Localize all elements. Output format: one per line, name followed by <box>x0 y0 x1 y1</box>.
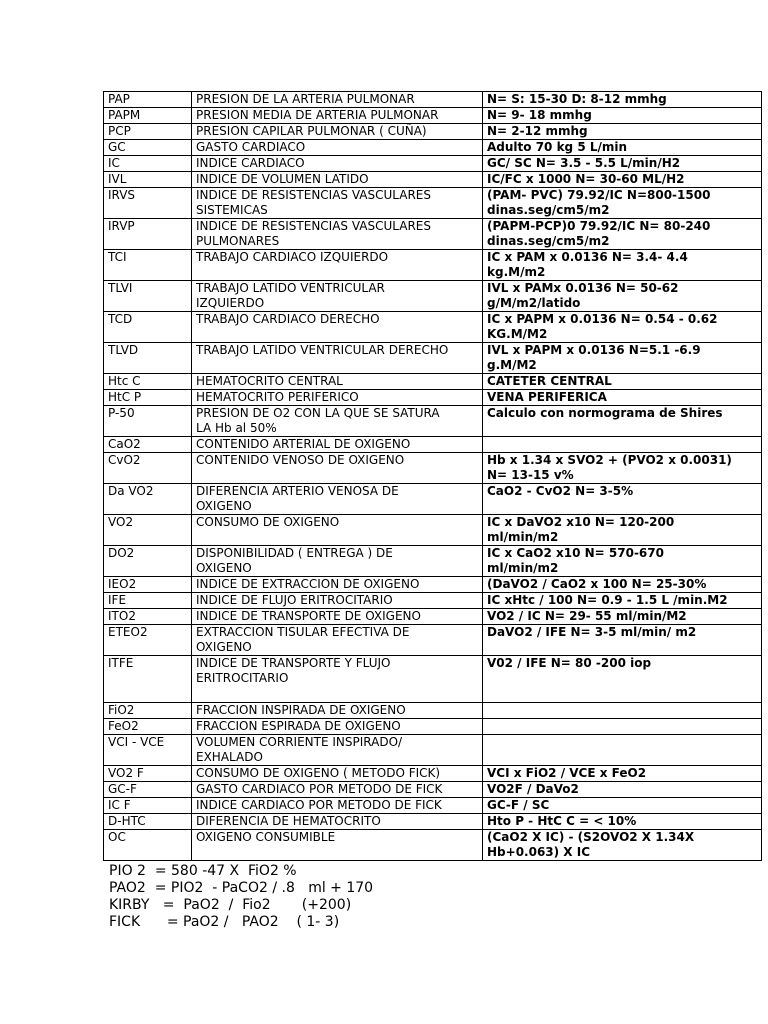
formula-cell: (DaVO2 / CaO2 x 100 N= 25-30% <box>483 577 762 593</box>
formula-cell: IVL x PAPM x 0.0136 N=5.1 -6.9 g.M/M2 <box>483 343 762 374</box>
table-row <box>104 782 762 798</box>
description-cell: DIFERENCIA DE HEMATOCRITO <box>192 814 483 830</box>
formula-cell: IC/FC x 1000 N= 30-60 ML/H2 <box>483 172 762 188</box>
abbreviation-cell: TCD <box>104 312 192 343</box>
table-row <box>104 593 762 609</box>
formula-cell: CaO2 - CvO2 N= 3-5% <box>483 484 762 515</box>
abbreviation-cell: ITO2 <box>104 609 192 625</box>
formula-cell: (PAPM-PCP)0 79.92/IC N= 80-240 dinas.seg/cm5/m2 <box>483 219 762 250</box>
table-row <box>104 406 762 437</box>
description-cell: INDICE DE TRANSPORTE DE OXIGENO <box>192 609 483 625</box>
table-row <box>104 453 762 484</box>
formula-cell: GC-F / SC <box>483 798 762 814</box>
description-cell: FRACCION ESPIRADA DE OXIGENO <box>192 719 483 735</box>
abbreviation-cell: IRVP <box>104 219 192 250</box>
abbreviation-cell: GC <box>104 140 192 156</box>
abbreviation-cell: PCP <box>104 124 192 140</box>
description-cell: GASTO CARDIACO POR METODO DE FICK <box>192 782 483 798</box>
formula-line: PAO2 = PIO2 - PaCO2 / .8 ml + 170 <box>109 880 374 896</box>
description-cell: TRABAJO CARDIACO IZQUIERDO <box>192 250 483 281</box>
description-cell: CONSUMO DE OXIGENO ( METODO FICK) <box>192 766 483 782</box>
description-cell: TRABAJO CARDIACO DERECHO <box>192 312 483 343</box>
abbreviation-cell: DO2 <box>104 546 192 577</box>
table-row <box>104 484 762 515</box>
table-row <box>104 188 762 219</box>
abbreviation-cell: ETEO2 <box>104 625 192 656</box>
description-cell: VOLUMEN CORRIENTE INSPIRADO/ EXHALADO <box>192 735 483 766</box>
description-cell: OXIGENO CONSUMIBLE <box>192 830 483 861</box>
abbreviation-cell: VCI - VCE <box>104 735 192 766</box>
table-row <box>104 281 762 312</box>
table-row <box>104 625 762 656</box>
formula-cell: N= 9- 18 mmhg <box>483 108 762 124</box>
description-cell: FRACCION INSPIRADA DE OXIGENO <box>192 703 483 719</box>
formula-cell: VO2 / IC N= 29- 55 ml/min/M2 <box>483 609 762 625</box>
formula-cell: Calculo con normograma de Shires <box>483 406 762 437</box>
description-cell: INDICE DE RESISTENCIAS VASCULARES SISTEMICAS <box>192 188 483 219</box>
abbreviation-cell: PAPM <box>104 108 192 124</box>
description-cell: EXTRACCION TISULAR EFECTIVA DE OXIGENO <box>192 625 483 656</box>
table-row <box>104 609 762 625</box>
table-row <box>104 219 762 250</box>
abbreviation-cell: CaO2 <box>104 437 192 453</box>
description-cell: INDICE CARDIACO <box>192 156 483 172</box>
abbreviation-cell: IFE <box>104 593 192 609</box>
table-row <box>104 546 762 577</box>
abbreviation-cell: CvO2 <box>104 453 192 484</box>
formula-cell: VENA PERIFERICA <box>483 390 762 406</box>
formula-cell <box>483 719 762 735</box>
formula-cell <box>483 735 762 766</box>
abbreviation-cell: FeO2 <box>104 719 192 735</box>
abbreviation-cell: GC-F <box>104 782 192 798</box>
abbreviation-cell: TCI <box>104 250 192 281</box>
abbreviation-cell: IVL <box>104 172 192 188</box>
table-body <box>104 92 762 861</box>
table-row <box>104 172 762 188</box>
formula-cell: DaVO2 / IFE N= 3-5 ml/min/ m2 <box>483 625 762 656</box>
formula-cell: VCI x FiO2 / VCE x FeO2 <box>483 766 762 782</box>
abbreviation-cell: ITFE <box>104 656 192 703</box>
description-cell: CONTENIDO ARTERIAL DE OXIGENO <box>192 437 483 453</box>
table-row <box>104 814 762 830</box>
abbreviation-cell: PAP <box>104 92 192 108</box>
table-row <box>104 92 762 108</box>
abbreviation-cell: IC <box>104 156 192 172</box>
formula-cell <box>483 703 762 719</box>
formula-line: KIRBY = PaO2 / Fio2 (+200) <box>109 897 352 913</box>
table-row <box>104 108 762 124</box>
table-row <box>104 437 762 453</box>
abbreviation-cell: VO2 F <box>104 766 192 782</box>
table-row <box>104 766 762 782</box>
abbreviation-cell: TLVD <box>104 343 192 374</box>
table-row <box>104 124 762 140</box>
description-cell: PRESION MEDIA DE ARTERIA PULMONAR <box>192 108 483 124</box>
table-row <box>104 830 762 861</box>
description-cell: INDICE DE EXTRACCION DE OXIGENO <box>192 577 483 593</box>
table-row <box>104 140 762 156</box>
description-cell: HEMATOCRITO PERIFERICO <box>192 390 483 406</box>
description-cell: PRESION CAPILAR PULMONAR ( CUÑA) <box>192 124 483 140</box>
abbreviation-cell: Da VO2 <box>104 484 192 515</box>
table-row <box>104 577 762 593</box>
abbreviation-cell: Htc C <box>104 374 192 390</box>
formula-cell: IC x CaO2 x10 N= 570-670 ml/min/m2 <box>483 546 762 577</box>
formula-cell: IC xHtc / 100 N= 0.9 - 1.5 L /min.M2 <box>483 593 762 609</box>
formula-cell: IC x PAPM x 0.0136 N= 0.54 - 0.62 KG.M/M2 <box>483 312 762 343</box>
formula-cell: (PAM- PVC) 79.92/IC N=800-1500 dinas.seg/cm5/m2 <box>483 188 762 219</box>
description-cell: INDICE DE VOLUMEN LATIDO <box>192 172 483 188</box>
formula-cell <box>483 437 762 453</box>
table-row <box>104 156 762 172</box>
abbreviation-cell: D-HTC <box>104 814 192 830</box>
abbreviation-cell: TLVI <box>104 281 192 312</box>
formula-cell: IVL x PAMx 0.0136 N= 50-62 g/M/m2/latido <box>483 281 762 312</box>
description-cell: INDICE DE FLUJO ERITROCITARIO <box>192 593 483 609</box>
formula-cell: V02 / IFE N= 80 -200 iop <box>483 656 762 703</box>
formula-cell: Adulto 70 kg 5 L/min <box>483 140 762 156</box>
formula-cell: IC x DaVO2 x10 N= 120-200 ml/min/m2 <box>483 515 762 546</box>
description-cell: PRESION DE LA ARTERIA PULMONAR <box>192 92 483 108</box>
table-row <box>104 515 762 546</box>
formula-line: PIO 2 = 580 -47 X FiO2 % <box>109 863 297 879</box>
abbreviation-cell: VO2 <box>104 515 192 546</box>
description-cell: CONSUMO DE OXIGENO <box>192 515 483 546</box>
abbreviation-cell: FiO2 <box>104 703 192 719</box>
formula-cell: N= S: 15-30 D: 8-12 mmhg <box>483 92 762 108</box>
description-cell: DIFERENCIA ARTERIO VENOSA DE OXIGENO <box>192 484 483 515</box>
table-row <box>104 374 762 390</box>
description-cell: HEMATOCRITO CENTRAL <box>192 374 483 390</box>
formula-cell: IC x PAM x 0.0136 N= 3.4- 4.4 kg.M/m2 <box>483 250 762 281</box>
abbreviation-cell: IRVS <box>104 188 192 219</box>
table-row <box>104 798 762 814</box>
description-cell: TRABAJO LATIDO VENTRICULAR IZQUIERDO <box>192 281 483 312</box>
description-cell: DISPONIBILIDAD ( ENTREGA ) DE OXIGENO <box>192 546 483 577</box>
table-row <box>104 312 762 343</box>
description-cell: INDICE DE TRANSPORTE Y FLUJO ERITROCITARIO <box>192 656 483 703</box>
abbreviation-cell: IEO2 <box>104 577 192 593</box>
formula-cell: N= 2-12 mmhg <box>483 124 762 140</box>
table-row <box>104 656 762 703</box>
formula-cell: Hb x 1.34 x SVO2 + (PVO2 x 0.0031) N= 13-15 v% <box>483 453 762 484</box>
table-row <box>104 250 762 281</box>
description-cell: PRESION DE O2 CON LA QUE SE SATURA LA Hb al 50% <box>192 406 483 437</box>
formula-cell: GC/ SC N= 3.5 - 5.5 L/min/H2 <box>483 156 762 172</box>
table-row <box>104 719 762 735</box>
abbreviation-cell: HtC P <box>104 390 192 406</box>
abbreviation-cell: P-50 <box>104 406 192 437</box>
description-cell: INDICE DE RESISTENCIAS VASCULARES PULMONARES <box>192 219 483 250</box>
formula-cell: Hto P - HtC C = < 10% <box>483 814 762 830</box>
abbreviation-cell: IC F <box>104 798 192 814</box>
formula-cell: (CaO2 X IC) - (S2OVO2 X 1.34X Hb+0.063) X IC <box>483 830 762 861</box>
table-row <box>104 390 762 406</box>
description-cell: TRABAJO LATIDO VENTRICULAR DERECHO <box>192 343 483 374</box>
formula-line: FICK = PaO2 / PAO2 ( 1- 3) <box>109 914 340 930</box>
formula-cell: VO2F / DaVo2 <box>483 782 762 798</box>
formula-block <box>109 863 373 931</box>
hemodynamic-table <box>103 91 762 861</box>
description-cell: GASTO CARDIACO <box>192 140 483 156</box>
abbreviation-cell: OC <box>104 830 192 861</box>
formula-cell: CATETER CENTRAL <box>483 374 762 390</box>
table-row <box>104 703 762 719</box>
description-cell: INDICE CARDIACO POR METODO DE FICK <box>192 798 483 814</box>
table-row <box>104 735 762 766</box>
table-row <box>104 343 762 374</box>
description-cell: CONTENIDO VENOSO DE OXIGENO <box>192 453 483 484</box>
